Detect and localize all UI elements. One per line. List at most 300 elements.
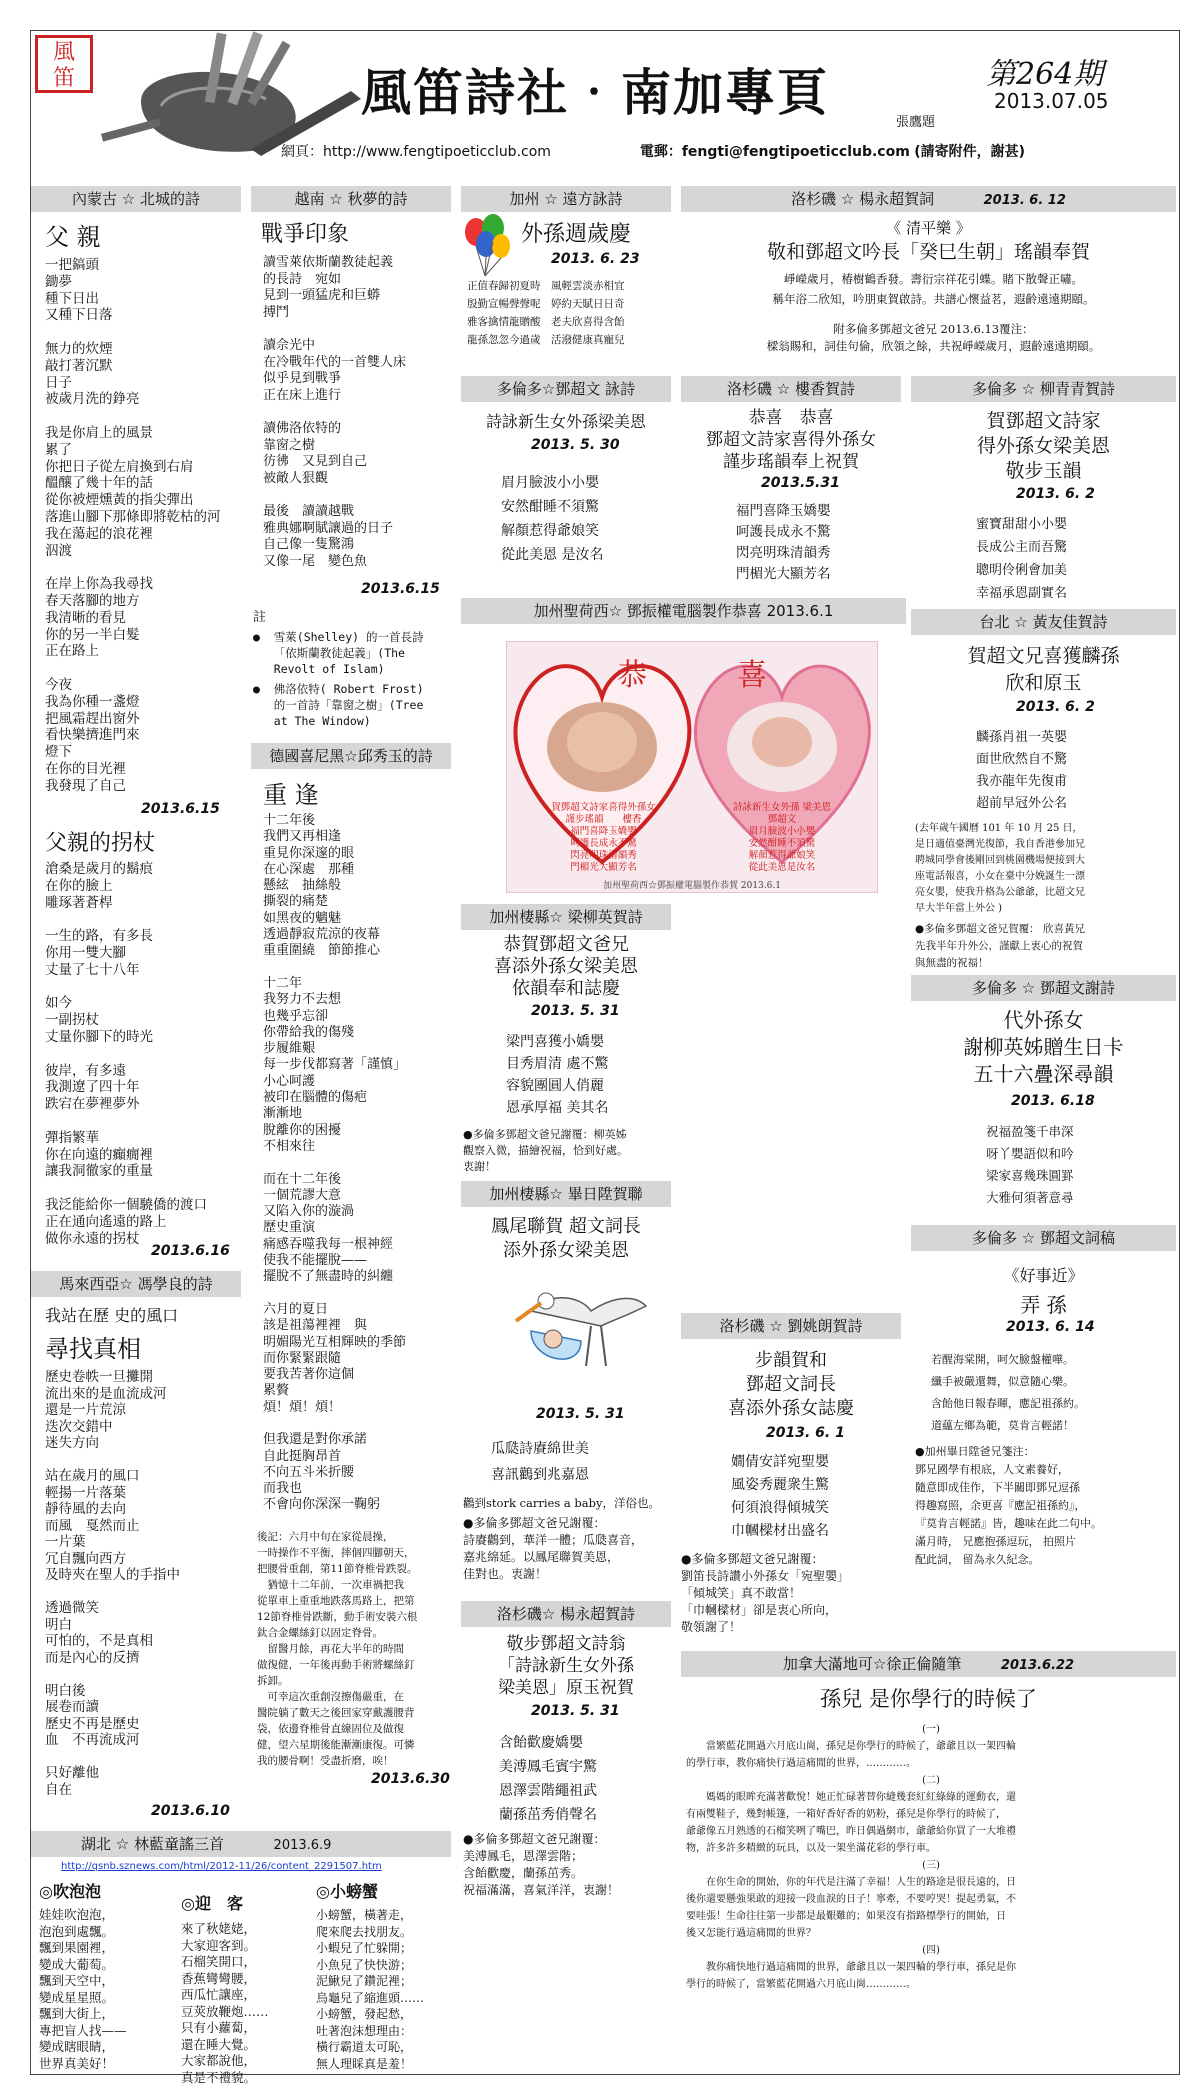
col6-header (31, 1831, 451, 1857)
col2-note1 (253, 629, 453, 677)
poem-line: 聰明伶俐會加美 (976, 563, 1068, 578)
poem-line: 步履維艱 (263, 1041, 316, 1057)
poem-line: 恩澤雲階繩祖武 (499, 1783, 597, 1799)
title-line: 鄧超文詩家喜得外孫女 (706, 430, 876, 450)
card-line: 解顏惹得爺娘笑 (748, 850, 816, 861)
poem-line: 含飴他日報春暉，應記祖孫約。 (931, 1397, 1085, 1410)
poem-line: 重重圍繞 節節推心 (263, 943, 381, 959)
poem-line (263, 960, 453, 976)
poem-line: 風姿秀麗衆生驚 (731, 1477, 829, 1493)
poem-line: 歷史不再是歷史 (45, 1715, 140, 1732)
poem-line: 丈量你腳下的時光 (45, 1028, 153, 1045)
song-line: 還在睡大覺。 (181, 2036, 257, 2052)
seal-stamp (35, 35, 93, 93)
col3-poem2-title: 詩詠新生女外孫梁美恩 (485, 412, 646, 431)
essay-section-number: (二) (922, 1775, 940, 1786)
note-line: 先我半年升外公，謹獻上衷心的祝賀 (915, 940, 1083, 952)
poem-line: 讀佛洛依特的 (263, 420, 342, 436)
poem-line: 我測遼了四十年 (45, 1079, 140, 1096)
poem-line (45, 324, 240, 341)
col1-poem3-body (45, 1369, 240, 1809)
poem-line: 冗自飄向西方 (45, 1550, 126, 1567)
poem-line (45, 559, 240, 576)
note-line: 做復健，一年後再動手術將螺絲釘 (257, 1659, 415, 1671)
col4-poem3-body (731, 1451, 901, 1543)
song-line: 石榴笑開口， (181, 1954, 257, 1969)
poem-line: 小心呵護 (263, 1073, 316, 1089)
note-line: ●加州畢日陞爸兄箋注： (915, 1445, 1035, 1458)
poem-line: 我亦龍年先復甫 (976, 774, 1068, 789)
note-line: ●多倫多鄧超文爸兄謝覆： (463, 1516, 606, 1530)
poem-line (263, 321, 453, 338)
email-note: (請寄附件，謝甚) (914, 144, 1026, 160)
poem-line: 看快樂擠進門來 (45, 727, 140, 744)
note-line: 健，望六星期後能漸漸康復。可憐 (257, 1739, 415, 1751)
col6-header-date: 2013.6.9 (273, 1838, 332, 1853)
col2-postscript (257, 1529, 457, 1769)
card-line: 福門喜降玉嬌嬰 (570, 826, 637, 837)
col1-header2: 馬來西亞☆ 馮學良的詩 (31, 1271, 241, 1297)
poem-line: 我泛能給你一個驍僑的渡口 (45, 1196, 207, 1213)
note-line: 與無盡的祝福！ (915, 957, 989, 969)
poem-line: 展卷而讀 (45, 1699, 99, 1715)
card-line: 眉月臉波小小嬰 (748, 826, 816, 837)
col1-poem3-pretitle: 我站在歷 史的風口 (45, 1306, 179, 1325)
essay-line: 當繁藍花開過六月底山崗，孫兒是你學行的時候了，爺爺且以一架四輪 (686, 1741, 1016, 1752)
note-line: 附多倫多鄧超文爸兄 2013.6.13覆注： (833, 322, 1034, 336)
col4-poem2-body (736, 501, 901, 585)
poem-line: 懸絃 抽絲般 (263, 878, 342, 894)
col2-poem1-title: 戰爭印象 (261, 222, 350, 247)
masthead-signature: 張鷹題 (896, 115, 936, 130)
title-line: 得外孫女梁美恩 (976, 435, 1110, 457)
essay-line: 媽媽的眼眸充滿著歡悅！她正忙碌著替你縫幾套紅紅綠綠的運動衣，還 (686, 1792, 1016, 1803)
poem-line (45, 1584, 240, 1601)
poem-line (45, 911, 240, 928)
poem-line: 被敵人狠觀 (263, 470, 329, 486)
card-xi: 喜 (737, 658, 767, 693)
card-gong: 恭 (617, 658, 647, 693)
essay-line: 後又怎能行過這痛閒的世界？ (686, 1928, 816, 1939)
poem-line: 瓜瓞詩賡綿世美 (491, 1441, 589, 1457)
note-line: Revolt of Islam) (253, 662, 385, 676)
col4-header2: 洛杉磯 ☆ 樓香賀詩 (681, 376, 901, 402)
col5-poem4-note (915, 1443, 1175, 1569)
title-line: 五十六疊深尋韻 (973, 1062, 1114, 1086)
poem-line: 我在蕩起的浪花裡 (45, 525, 153, 542)
poem-line: 門楣光大顯芳名 (736, 566, 831, 582)
song-line: 無人理睬真是羞！ (316, 2056, 413, 2071)
poem-line: 似乎見到戰爭 (263, 371, 342, 387)
song-line: 大家都說他， (181, 2053, 257, 2068)
note-line: 後記：六月中旬在家從晨操， (257, 1531, 394, 1543)
poem-line: 而你緊緊跟隨 (263, 1350, 342, 1366)
col6-source-link[interactable]: http://qsnb.sznews.com/html/2012-11/26/content_2291507.htm (61, 1861, 382, 1872)
poem-line: 又陷入你的漩渦 (263, 1204, 355, 1220)
poem-line (45, 1046, 240, 1063)
poem-line: 呀丫嬰語似和吟 (986, 1146, 1074, 1161)
essay-line: 爺爺像五月熟透的石榴笑咧了嘴巴，昨日偶過網市，爺爺給你買了一大堆禮 (686, 1826, 1016, 1837)
poem-line: 一把鎬頭 (45, 257, 99, 273)
note-line: 座電話報喜，小女在臺中分娩誕生一漂 (915, 871, 1085, 882)
song-line: 娃娃吹泡泡， (39, 1907, 115, 1922)
col2-poem1-body (263, 255, 453, 585)
note-line: 美溥鳳毛，恩澤雲階； (463, 1849, 584, 1863)
poem-line: 你用一雙大腳 (45, 944, 126, 961)
song-line: 橫行霸道太可恥， (316, 2040, 413, 2054)
note-line: 衷謝！ (463, 1160, 496, 1173)
poem-line: 讓我洞徹家的重量 (45, 1163, 153, 1180)
col5-poem3-body (986, 1121, 1176, 1209)
col2-poem1-date: 2013.6.15 (361, 581, 440, 597)
poem-line: 落進山腳下那條即將乾枯的河 (45, 508, 221, 525)
song-line: 飄到果園裡， (39, 1940, 115, 1955)
col4-header1-text: 洛杉磯 ☆ 楊永超賀詞 (791, 190, 935, 208)
song-line: 小魚兒了快快游； (316, 1957, 413, 1972)
col5-header4: 多倫多 ☆ 鄧超文詞稿 (911, 1225, 1176, 1251)
col3-poem6-date: 2013. 5. 31 (531, 1703, 620, 1719)
note-line: 鈦合金螺絲釘以固定脊骨。 (257, 1627, 383, 1639)
title-line: 賀超文兄喜獲麟孫 (967, 645, 1120, 667)
note-line: ●多倫多鄧超文爸兄謝覆： (463, 1832, 606, 1846)
col3-poem4-title (463, 934, 669, 1000)
col4-ci-note (691, 321, 1176, 355)
note-line: 一時操作不平衡，摔個四腳朝天， (257, 1547, 415, 1559)
card-line: 賀鄧超文詩家喜得外孫女 (551, 802, 656, 813)
poem-line: 殷勤宣暢聲聲呢 婷約天賦日日奇 (467, 298, 625, 310)
email-link[interactable]: fengti@fengtipoeticclub.com (681, 144, 910, 160)
note-line: at The Window) (253, 714, 371, 728)
poem-line (45, 1113, 240, 1130)
poem-line: 你帶給我的傷殘 (263, 1024, 355, 1040)
poem-line: 我清晰的看見 (45, 609, 126, 626)
col1-poem2-date: 2013.6.16 (151, 1243, 230, 1259)
col2-header: 越南 ☆ 秋夢的詩 (251, 186, 451, 212)
poem-line: 也幾乎忘卻 (263, 1008, 329, 1024)
poem-line: 日子 (45, 374, 72, 391)
poem-line: 面世欣然自不驚 (976, 752, 1068, 767)
note-line: 是日適值臺灣光復節，我自香港參加兄 (915, 839, 1085, 850)
poem-line: 崢嶸歲月，椿樹鶴香發。壽衍宗祥花引蝶。賭下散聲正嘯。 (784, 272, 1083, 286)
song-line: 專把盲人找—— (39, 2022, 127, 2038)
note-line: 得趣寫照，余更喜『應記祖孫約』， (915, 1499, 1086, 1512)
poem-line: 的長詩 宛如 (263, 271, 342, 287)
col3-poem1-date: 2013. 6. 23 (551, 251, 640, 267)
poem-line: 還是一片荒涼 (45, 1402, 126, 1418)
poem-line: 燈下 (45, 744, 72, 761)
col3-poem4-body (506, 1031, 671, 1119)
col3-poem6-title (463, 1633, 669, 1699)
poem-line: 雕琢著蒼桿 (45, 894, 113, 911)
poem-line: 在你的臉上 (45, 877, 113, 894)
note-line: 亮女嬰，使我升格為公爺爺，比超文兄 (915, 887, 1085, 898)
poem-line: 道蘊左鄉為範，莫肯言輕諾！ (931, 1419, 1074, 1432)
card-line: 呵護長成永不驚 (570, 838, 637, 849)
poem-line: 搏鬥 (263, 304, 290, 320)
essay-line: 學行的時候了，當繁藍花開過六月底山崗…………。 (686, 1979, 916, 1990)
note-line: 嘉兆綿延。以鳳尾聯賀美恩， (463, 1550, 620, 1564)
col2-note-mark: 註 (253, 610, 267, 625)
card-line: 詩詠新生女外孫 梁美恩 (732, 802, 832, 813)
poem-line: 如黑夜的魑魅 (263, 910, 342, 926)
title-line: 鄧超文詞長 (746, 1374, 836, 1395)
poem-line: 閃亮明珠清韻秀 (736, 545, 831, 561)
card-line: 謹步瑤韻 樓香 (565, 814, 642, 825)
poem-line: 泅渡 (45, 542, 72, 559)
poem-line: 我們又再相逢 (263, 829, 342, 845)
poem-line: 美溥鳳毛賓宇驚 (499, 1759, 597, 1775)
col3-header6: 洛杉磯☆ 楊永超賀詩 (461, 1601, 671, 1627)
poem-line: 你在向遠的癲癇裡 (45, 1146, 153, 1163)
col5-poem4-body (931, 1349, 1176, 1437)
col2-header2: 德國喜尼黑☆邱秀玉的詩 (251, 743, 451, 769)
poem-line: 含飴歡慶嬌嬰 (499, 1735, 583, 1751)
poem-line: 脫離你的困擾 (263, 1122, 342, 1138)
essay-line: 要哇張！生命往往第一步都是最艱難的；如果沒有指路標學行的開始，日 (686, 1911, 1006, 1922)
col3-header2: 多倫多☆鄧超文 詠詩 (461, 376, 671, 402)
poem-line: 雅客擒情龍贈酸 老夫欣喜得含飴 (467, 316, 625, 328)
essay-line: 教你痛快地行過這痛閒的世界，爺爺且以一架四輪的學行車，孫兒是你 (686, 1962, 1016, 1973)
poem-line: 幸福承恩副實名 (976, 586, 1068, 601)
col3-poem5-note (463, 1515, 673, 1583)
title-line: 恭賀鄧超文爸兄 (503, 934, 629, 955)
title-line: 添外孫女梁美恩 (503, 1240, 629, 1261)
poem-line: 一片葉 (45, 1534, 86, 1550)
note-line: 配此詞， 留為永久紀念。 (915, 1553, 1040, 1566)
poem-line: 歷史重演 (263, 1220, 316, 1236)
poem-line: 可怕的，不是真相 (45, 1633, 153, 1649)
title-line: 鳳尾聯賀 超文詞長 (491, 1216, 641, 1237)
poem-line: 在心深處 那種 (263, 861, 355, 877)
poem-line: 透過靜寂荒涼的夜幕 (263, 927, 381, 943)
col4-ci-body (691, 269, 1176, 309)
note-line: 敬領謝了！ (681, 1620, 742, 1634)
note-line: ● 雪萊(Shelley) 的一首長詩 (253, 630, 424, 644)
essay-section-number: (四) (922, 1945, 940, 1956)
poem-line: 我發現了自己 (45, 777, 126, 794)
col3-poem5-title (463, 1215, 669, 1263)
poem-line: 眉月臉波小小嬰 (501, 475, 599, 491)
poem-line: 跌宕在夢裡夢外 (45, 1096, 140, 1113)
note-line: 隨意即成佳作，下半關即鄧兄逗孫 (915, 1481, 1080, 1494)
note-line: 佳對也。衷謝！ (463, 1567, 548, 1581)
col7-header (681, 1651, 1176, 1677)
card-line: 門楣光大顯芳名 (570, 862, 637, 873)
col5-poem2-title (911, 643, 1176, 697)
poem-line: 巾幗樑材出盛名 (731, 1523, 829, 1539)
greeting-card (506, 641, 878, 893)
col3-poem6-note (463, 1831, 673, 1899)
poem-line: 又種下日落 (45, 307, 113, 324)
note-line: 我的腰骨啊！受盡折磨，唉！ (257, 1755, 394, 1767)
poem-line: 輕揚一片落葉 (45, 1484, 126, 1501)
note-line: ●多倫多鄧超文爸兄賀覆： 欣喜黃兄 (915, 923, 1085, 935)
col1-poem3-title: 尋找真相 (45, 1335, 141, 1363)
poem-line: 一生的路，有多長 (45, 928, 153, 945)
col4-header1 (681, 186, 1176, 212)
note-line: 鄧兄國學有根底，人文素養好， (915, 1463, 1069, 1476)
song-line: 烏龜兒了縮進頭…… (316, 1990, 425, 2005)
poem-line: 又像一尾 變色魚 (263, 553, 368, 569)
song-line: 豆莢放鞭炮…… (181, 2003, 269, 2019)
col5-header1: 多倫多 ☆ 柳青青賀詩 (911, 376, 1176, 402)
col1-poem1-body (45, 257, 240, 817)
col1-poem2-body (45, 861, 240, 1247)
poem-line: 超前早冠外公名 (976, 796, 1068, 811)
poem-line: 站在歲月的風口 (45, 1468, 140, 1484)
col5-poem4-title: 弄 孫 (1020, 1293, 1067, 1317)
poem-line: 但我還是對你承諾 (263, 1432, 368, 1448)
col5-poem4-date: 2013. 6. 14 (1006, 1319, 1095, 1335)
poem-line: 迭次交錯中 (45, 1418, 113, 1435)
poem-line: 彈指繁華 (45, 1129, 99, 1146)
song-line: 飄到天空中， (39, 1973, 115, 1988)
poem-line: 稱年浴二欣知，吟朋東賀啟詩。共譜心懷益茗，遐齡遠遠期頤。 (772, 292, 1095, 306)
poem-line: 龍孫忽忽今過歲 活潑健康真寵兒 (467, 334, 625, 346)
poem-line: 及時夾在聖人的手指中 (45, 1567, 180, 1583)
poem-line: 撕裂的痛楚 (263, 894, 329, 910)
poem-line: 累了 (45, 441, 72, 458)
col4-poem3-note (681, 1551, 901, 1636)
col3-poem4-date: 2013. 5. 31 (531, 1003, 620, 1019)
note-line: 劉笛長詩讚小外孫女「宛聖嬰」 (681, 1569, 850, 1583)
website-link[interactable]: http://www.fengtipoeticclub.com (323, 144, 551, 160)
song-line: 吐著泡沫想理由： (316, 2023, 413, 2038)
song-line: 小螃蟹，橫著走， (316, 1908, 413, 1922)
card-line: 安然酣睡不須驚 (748, 838, 816, 849)
note-line: 『莫肯言輕諾』皆，趣味在此二句中。 (915, 1517, 1102, 1530)
poem-line: 鋤夢 (45, 273, 72, 290)
contact-line (281, 141, 1025, 161)
title-line: 代外孫女 (1003, 1008, 1084, 1032)
col4-poem2-date: 2013.5.31 (761, 475, 840, 491)
col6-c-title: ◎小螃蟹 (316, 1882, 378, 1901)
poem-line: 梁家喜幾珠圓罫 (986, 1168, 1074, 1183)
note-line: 滿月時， 兄應抱孫逗玩， 拍照片 (915, 1535, 1076, 1548)
col3-poem5-date: 2013. 5. 31 (536, 1406, 625, 1422)
note-line: 「傾城笑」真不敢當！ (681, 1586, 802, 1600)
col3-poem2-body (501, 471, 671, 567)
poem-line: 呵護長成永不驚 (736, 524, 831, 540)
poem-line (263, 1286, 453, 1302)
poem-line: 福門喜降玉嬌嬰 (736, 503, 831, 519)
poem-line: 梁門喜獲小嬌嬰 (506, 1034, 604, 1050)
card-footer: 加州聖荷西☆鄧振權電腦製作恭賀 2013.6.1 (603, 881, 781, 891)
issue-date: 2013.07.05 (994, 89, 1109, 113)
col2-poem2-date: 2013.6.30 (371, 1771, 450, 1787)
col4-header1-date: 2013. 6. 12 (983, 193, 1066, 208)
col3-poem1-body (467, 277, 673, 349)
poem-line (45, 1452, 240, 1469)
poem-line: 在你的目光裡 (45, 760, 126, 777)
poem-line: 只好離他 (45, 1765, 99, 1781)
poem-line: 彼岸，有多遠 (45, 1062, 126, 1079)
title-line: 步韻賀和 (755, 1350, 827, 1371)
col5-header3: 多倫多 ☆ 鄧超文謝詩 (911, 975, 1176, 1001)
poem-line: 敲打著沉默 (45, 357, 113, 374)
col6-b-body (181, 1921, 311, 2086)
title-line: 喜添外孫女誌慶 (728, 1398, 854, 1419)
note-line: 「巾幗樑材」卻是衷心所向， (681, 1603, 838, 1617)
poem-line: 靜待風的去向 (45, 1501, 126, 1517)
poem-line: 靠窗之樹 (263, 437, 316, 453)
poem-line: 煩！煩！煩！ (263, 1399, 342, 1415)
col5-poem2-note2 (915, 921, 1175, 972)
poem-line: 從此美恩 是汝名 (501, 547, 604, 563)
col4-poem3-date: 2013. 6. 1 (766, 1425, 845, 1441)
issue-number: 第264期 (986, 57, 1104, 92)
note-line: 從單車上重重地跌落馬路上，把第 (257, 1595, 415, 1607)
essay-line: 有兩雙鞋子，幾對帳篷，一箱好香好香的奶粉，孫兒是你學行的時候了， (686, 1809, 1006, 1820)
song-line: 西瓜忙讓座， (181, 1987, 257, 2002)
col5-poem2-note1 (915, 821, 1175, 917)
poem-line: 今夜 (45, 676, 72, 693)
poem-line: 擺脫不了無盡時的糾纏 (263, 1269, 394, 1285)
poem-line: 纖手被嚴還舞，似意隨心樂。 (931, 1375, 1074, 1388)
essay-section-number: (一) (922, 1724, 940, 1735)
poem-line (45, 408, 240, 425)
col4-poem3-title (681, 1349, 901, 1421)
note-line: ●多倫多鄧超文爸兄謝覆： (681, 1552, 824, 1566)
song-line: 來了秋姥姥， (181, 1921, 257, 1936)
poem-line (263, 1416, 453, 1432)
essay-line: 後你還要懸強果敢的迎接一段血淚的日子！寧牽，不要哼哭！提起勇氣，不 (686, 1894, 1016, 1905)
note-line: 樑翁賜和，詞佳句倫，欣領之餘，共祝崢嶸歲月，遐齡遠遠期頤。 (766, 339, 1101, 353)
masthead (31, 31, 1181, 163)
title-line: 喜添外孫女梁美恩 (494, 956, 638, 977)
col6-a-body (39, 1907, 169, 2072)
poem-line: 大雅何須著意尋 (986, 1190, 1074, 1205)
poem-line: 一副拐杖 (45, 1012, 99, 1029)
poem-line: 正在路上 (45, 643, 99, 660)
poem-line (45, 979, 240, 996)
poem-line: 流出來的是血流成河 (45, 1385, 167, 1402)
col4-ci-sub: 《 清平樂 》 (886, 219, 971, 237)
poem-line: 要我苦著你這個 (263, 1367, 355, 1383)
song-line: 變成大葡萄。 (39, 1956, 115, 1972)
poem-line: 容貌團圓人俏麗 (506, 1078, 604, 1094)
song-line: 變成瞎眼睛， (39, 2039, 115, 2054)
col4-poem2-title (681, 407, 901, 473)
poem-line: 正值春歸初夏時 風輕雲淡赤相宜 (467, 280, 625, 292)
poem-line: 該是祖蕩裡裡 與 (263, 1318, 368, 1334)
poem-line: 在冷戰年代的一首雙人床 (263, 354, 407, 370)
col5-poem1-title (911, 409, 1176, 484)
col5-poem2-date: 2013. 6. 2 (1016, 699, 1095, 715)
poem-line: 目秀眉清 處不驚 (506, 1056, 609, 1072)
note-line: 可幸這次重創沒擦傷嚴重，在 (257, 1691, 404, 1703)
poem-line: 正在通向遙遠的路上 (45, 1213, 167, 1230)
col7-title: 孫兒 是你學行的時候了 (820, 1687, 1037, 1711)
col1-poem1-date: 2013.6.15 (141, 801, 220, 817)
card-left-verse (521, 802, 686, 874)
poem-line: 長成公主而吾驚 (976, 540, 1068, 555)
poem-line: 重見你深邃的眼 (263, 845, 355, 861)
note-line: 聘城同學會後剛回到桃園機場便接到大 (915, 855, 1085, 866)
poem-line: 血 不再流成河 (45, 1732, 140, 1748)
col5-poem4-sub: 《好事近》 (1003, 1266, 1084, 1285)
seal-text: 風笛 (52, 40, 75, 91)
col3-poem6-body (499, 1731, 671, 1827)
note-line: 含飴歡慶，蘭孫茁秀。 (463, 1866, 584, 1880)
song-line: 泡泡到處飄。 (39, 1923, 115, 1939)
col5-header2: 台北 ☆ 黃友佳賀詩 (911, 609, 1176, 635)
note-line: 12節脊椎骨跌斷，動手術安裝六根 (257, 1611, 418, 1623)
note-line: (去年歲午國曆 101 年 10 月 25 日， (915, 823, 1083, 834)
poem-line: 累贅 (263, 1383, 290, 1399)
col7-header-text: 加拿大滿地可☆徐正倫隨筆 (782, 1655, 962, 1673)
title-line: 敬步玉韻 (1005, 460, 1082, 482)
